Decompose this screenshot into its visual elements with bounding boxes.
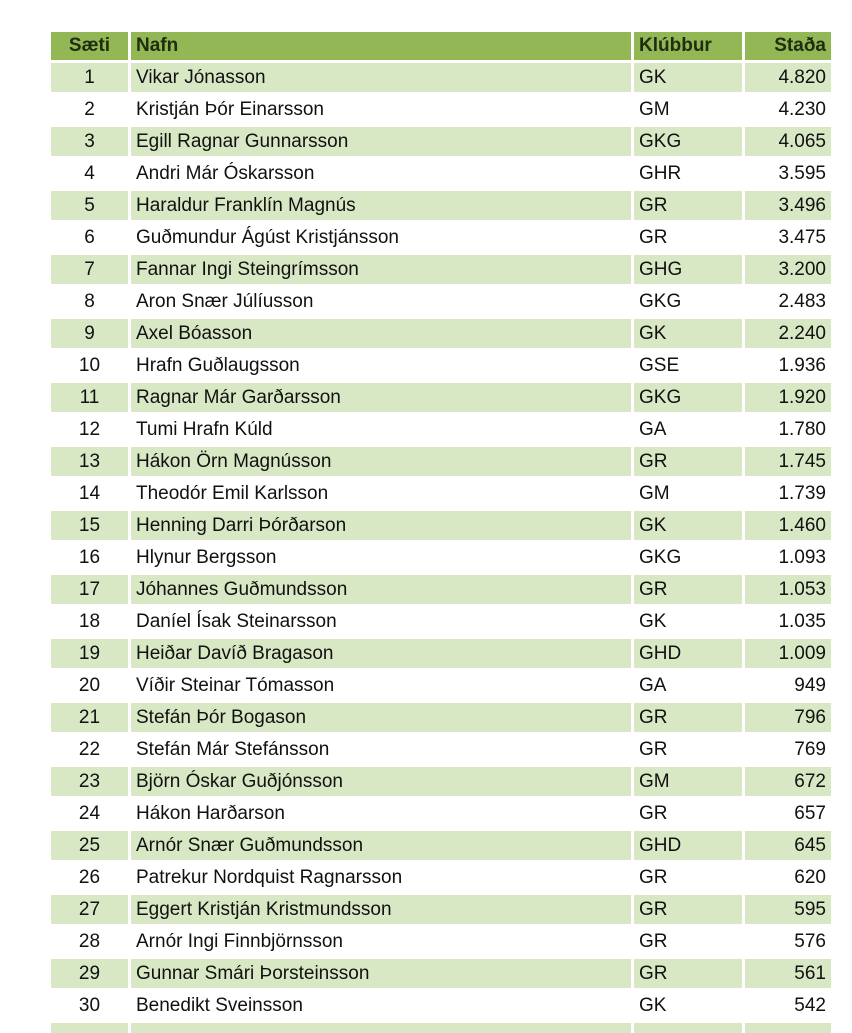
score-cell: 3.595 [745, 159, 831, 191]
club-cell: GHD [634, 639, 745, 671]
rank-cell: 25 [51, 831, 131, 863]
club-cell: GR [634, 927, 745, 959]
score-cell: 769 [745, 735, 831, 767]
table-row [51, 671, 831, 703]
score-cell: 645 [745, 831, 831, 863]
rank-cell: 30 [51, 991, 131, 1023]
rank-cell: 16 [51, 543, 131, 575]
table-row [51, 575, 831, 607]
club-cell: GKG [634, 543, 745, 575]
table-header [51, 32, 831, 63]
table-row [51, 95, 831, 127]
score-cell: 657 [745, 799, 831, 831]
rank-cell: 29 [51, 959, 131, 991]
rank-cell: 17 [51, 575, 131, 607]
club-cell: GA [634, 671, 745, 703]
table-row [51, 799, 831, 831]
name-cell: Kristján Þór Einarsson [131, 95, 634, 127]
name-cell: Patrekur Nordquist Ragnarsson [131, 863, 634, 895]
name-cell: Heiðar Davíð Bragason [131, 639, 634, 671]
table-row [51, 927, 831, 959]
score-cell: 1.739 [745, 479, 831, 511]
table-row [51, 831, 831, 863]
score-cell: 4.820 [745, 63, 831, 95]
club-cell: GM [634, 95, 745, 127]
score-cell: 2.240 [745, 319, 831, 351]
club-cell: GR [634, 735, 745, 767]
name-cell: Guðmundur Ágúst Kristjánsson [131, 223, 634, 255]
club-cell: GK [634, 607, 745, 639]
table-row [51, 63, 831, 95]
score-cell: 542 [745, 991, 831, 1023]
name-cell: Fannar Ingi Steingrímsson [131, 255, 634, 287]
name-cell: Andri Már Óskarsson [131, 159, 634, 191]
score-cell: 576 [745, 927, 831, 959]
rank-cell: 20 [51, 671, 131, 703]
table-row [51, 607, 831, 639]
score-cell: 1.093 [745, 543, 831, 575]
score-cell: 949 [745, 671, 831, 703]
header-row [51, 32, 831, 63]
name-cell: Axel Bóasson [131, 319, 634, 351]
table-row [51, 351, 831, 383]
club-cell: GR [634, 799, 745, 831]
rank-cell: 11 [51, 383, 131, 415]
table-row-partial [51, 1023, 831, 1033]
table-row [51, 703, 831, 735]
table-row [51, 479, 831, 511]
table-row [51, 895, 831, 927]
table-row [51, 159, 831, 191]
name-cell: Benedikt Sveinsson [131, 991, 634, 1023]
rank-cell: 15 [51, 511, 131, 543]
table-row [51, 415, 831, 447]
name-cell: Víðir Steinar Tómasson [131, 671, 634, 703]
name-cell: Stefán Þór Bogason [131, 703, 634, 735]
name-cell: Daníel Ísak Steinarsson [131, 607, 634, 639]
score-cell: 595 [745, 895, 831, 927]
score-cell: 4.065 [745, 127, 831, 159]
club-cell: GR [634, 863, 745, 895]
score-cell: 620 [745, 863, 831, 895]
table-row [51, 383, 831, 415]
table-row [51, 255, 831, 287]
table-row [51, 319, 831, 351]
rank-cell: 18 [51, 607, 131, 639]
name-cell: Aron Snær Júlíusson [131, 287, 634, 319]
table-row [51, 287, 831, 319]
name-cell: Tumi Hrafn Kúld [131, 415, 634, 447]
score-cell: 1.035 [745, 607, 831, 639]
club-cell: GR [634, 575, 745, 607]
club-cell: GKG [634, 127, 745, 159]
score-cell: 1.009 [745, 639, 831, 671]
rank-cell: 7 [51, 255, 131, 287]
rank-cell: 23 [51, 767, 131, 799]
rank-cell: 28 [51, 927, 131, 959]
name-cell: Arnór Snær Guðmundsson [131, 831, 634, 863]
club-cell: GR [634, 223, 745, 255]
score-cell: 1.920 [745, 383, 831, 415]
rank-cell: 8 [51, 287, 131, 319]
table-row [51, 191, 831, 223]
partial-cell [131, 1023, 634, 1033]
partial-cell [634, 1023, 745, 1033]
rank-cell: 12 [51, 415, 131, 447]
rank-cell: 19 [51, 639, 131, 671]
table-row [51, 447, 831, 479]
name-cell: Hákon Harðarson [131, 799, 634, 831]
table-row [51, 959, 831, 991]
name-cell: Hlynur Bergsson [131, 543, 634, 575]
table-body [51, 63, 831, 1033]
score-cell: 672 [745, 767, 831, 799]
club-cell: GHG [634, 255, 745, 287]
rank-cell: 1 [51, 63, 131, 95]
club-cell: GR [634, 703, 745, 735]
name-cell: Gunnar Smári Þorsteinsson [131, 959, 634, 991]
club-cell: GKG [634, 383, 745, 415]
club-cell: GR [634, 895, 745, 927]
score-cell: 561 [745, 959, 831, 991]
header-name: Nafn [131, 32, 634, 63]
club-cell: GK [634, 63, 745, 95]
name-cell: Arnór Ingi Finnbjörnsson [131, 927, 634, 959]
score-cell: 1.745 [745, 447, 831, 479]
name-cell: Jóhannes Guðmundsson [131, 575, 634, 607]
rank-cell: 9 [51, 319, 131, 351]
table-row [51, 735, 831, 767]
name-cell: Egill Ragnar Gunnarsson [131, 127, 634, 159]
rank-cell: 2 [51, 95, 131, 127]
name-cell: Vikar Jónasson [131, 63, 634, 95]
rank-cell: 6 [51, 223, 131, 255]
rank-cell: 27 [51, 895, 131, 927]
club-cell: GK [634, 319, 745, 351]
score-cell: 796 [745, 703, 831, 735]
header-score: Staða [745, 32, 831, 63]
score-cell: 3.200 [745, 255, 831, 287]
club-cell: GHD [634, 831, 745, 863]
header-rank: Sæti [51, 32, 131, 63]
score-cell: 3.475 [745, 223, 831, 255]
name-cell: Ragnar Már Garðarsson [131, 383, 634, 415]
name-cell: Haraldur Franklín Magnús [131, 191, 634, 223]
score-cell: 1.936 [745, 351, 831, 383]
ranking-table [51, 32, 831, 1033]
rank-cell: 4 [51, 159, 131, 191]
club-cell: GKG [634, 287, 745, 319]
score-cell: 1.460 [745, 511, 831, 543]
rank-cell: 21 [51, 703, 131, 735]
club-cell: GHR [634, 159, 745, 191]
rank-cell: 3 [51, 127, 131, 159]
score-cell: 4.230 [745, 95, 831, 127]
table-row [51, 223, 831, 255]
ranking-table-container [51, 32, 831, 1033]
club-cell: GK [634, 991, 745, 1023]
club-cell: GK [634, 511, 745, 543]
club-cell: GSE [634, 351, 745, 383]
score-cell: 3.496 [745, 191, 831, 223]
table-row [51, 863, 831, 895]
club-cell: GA [634, 415, 745, 447]
header-club: Klúbbur [634, 32, 745, 63]
score-cell: 2.483 [745, 287, 831, 319]
table-row [51, 127, 831, 159]
name-cell: Eggert Kristján Kristmundsson [131, 895, 634, 927]
rank-cell: 10 [51, 351, 131, 383]
partial-cell [745, 1023, 831, 1033]
table-row [51, 543, 831, 575]
partial-cell [51, 1023, 131, 1033]
club-cell: GM [634, 767, 745, 799]
name-cell: Theodór Emil Karlsson [131, 479, 634, 511]
score-cell: 1.053 [745, 575, 831, 607]
name-cell: Hrafn Guðlaugsson [131, 351, 634, 383]
name-cell: Hákon Örn Magnússon [131, 447, 634, 479]
club-cell: GR [634, 447, 745, 479]
rank-cell: 5 [51, 191, 131, 223]
score-cell: 1.780 [745, 415, 831, 447]
club-cell: GR [634, 191, 745, 223]
rank-cell: 14 [51, 479, 131, 511]
rank-cell: 26 [51, 863, 131, 895]
table-row [51, 639, 831, 671]
table-row [51, 767, 831, 799]
rank-cell: 22 [51, 735, 131, 767]
name-cell: Stefán Már Stefánsson [131, 735, 634, 767]
rank-cell: 13 [51, 447, 131, 479]
table-row [51, 511, 831, 543]
rank-cell: 24 [51, 799, 131, 831]
club-cell: GM [634, 479, 745, 511]
table-row [51, 991, 831, 1023]
club-cell: GR [634, 959, 745, 991]
name-cell: Henning Darri Þórðarson [131, 511, 634, 543]
name-cell: Björn Óskar Guðjónsson [131, 767, 634, 799]
